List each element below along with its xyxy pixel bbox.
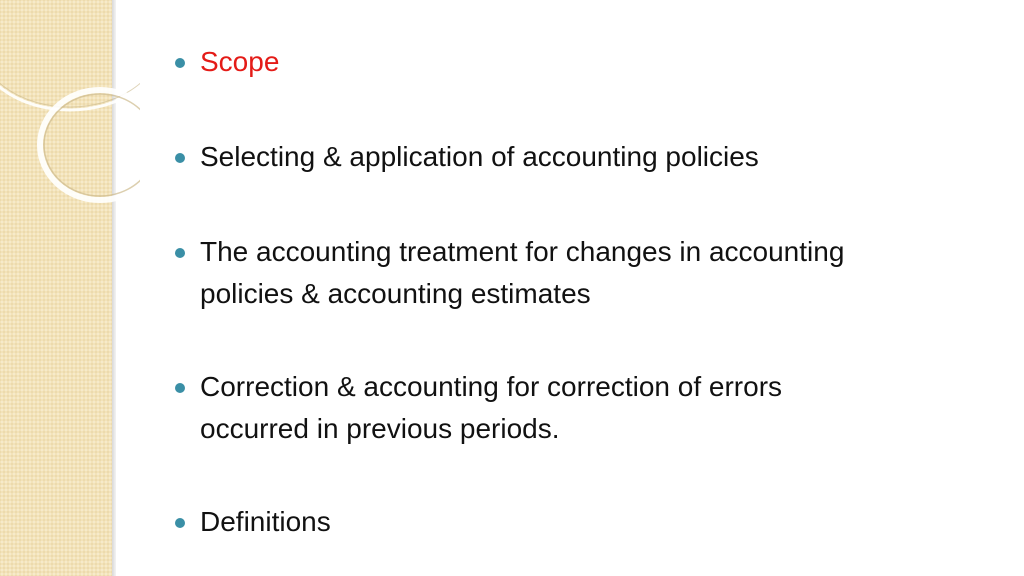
- bullet-scope: [175, 41, 955, 83]
- bullet-text: Correction & accounting for correction of errors occurred in previous periods.: [200, 371, 783, 444]
- bullet-text: The accounting treatment for changes in accounting policies & accounting estimates: [200, 236, 845, 309]
- bullet-dot-icon: [175, 248, 185, 258]
- decorative-rings: [0, 0, 140, 240]
- bullet-dot-icon: [175, 153, 185, 163]
- bullet-text: Definitions: [200, 506, 331, 537]
- bullet-dot-icon: [175, 58, 185, 68]
- bullet-dot-icon: [175, 383, 185, 393]
- ring-inner: [40, 90, 140, 200]
- bullet-text: Selecting & application of accounting policies: [200, 141, 759, 172]
- bullet-text: Scope: [200, 46, 280, 77]
- bullet-accounting-treatment: [175, 231, 955, 315]
- bullet-correction-errors: [175, 366, 955, 450]
- bullet-dot-icon: [175, 518, 185, 528]
- bullet-definitions: [175, 501, 955, 543]
- bullet-selecting-policies: [175, 136, 955, 178]
